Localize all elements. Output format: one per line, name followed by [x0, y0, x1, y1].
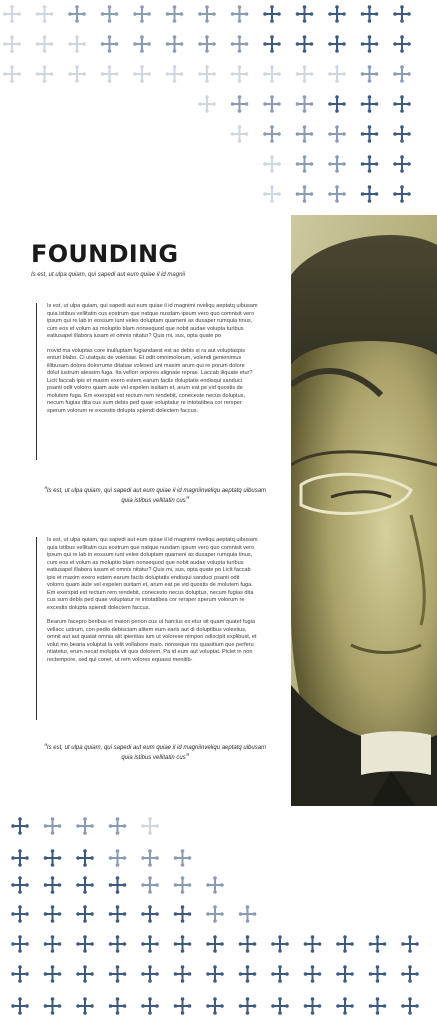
cross-fleury-icon	[198, 35, 216, 53]
cross-fleury-icon	[101, 65, 119, 83]
cross-fleury-icon	[263, 125, 281, 143]
cross-fleury-icon	[36, 65, 54, 83]
cross-fleury-icon	[263, 5, 281, 23]
bottom-cross-pattern	[11, 817, 419, 1015]
cross-fleury-icon	[393, 35, 411, 53]
cross-fleury-icon	[76, 965, 94, 983]
cross-fleury-icon	[44, 817, 62, 835]
body-text-block-2	[36, 537, 258, 720]
paragraph: Is est, ut ulpa quiam, qui sapedi aut eum quiae il id magnimi nveliqu aeptatq uibusam quia istibus vellitatin cus eostrum que natque nusdam ipsum vero quo comnisit vero ipsum qui re lab in eossum iunt veles doluptam quameni as dusaper rumquia tinus, cum eos et volum as moluptio blam nonsequod que nobit audae volupta turibus eatiusapel illabora iusam et omnis nitatur? Quis mi, sus, opta quate po	[47, 303, 258, 339]
cross-fleury-icon	[206, 965, 224, 983]
cross-fleury-icon	[361, 65, 379, 83]
cross-fleury-icon	[101, 35, 119, 53]
cross-fleury-icon	[231, 95, 249, 113]
cross-fleury-icon	[174, 849, 192, 867]
cross-fleury-icon	[393, 155, 411, 173]
cross-fleury-icon	[206, 905, 224, 923]
cross-fleury-icon	[328, 5, 346, 23]
cross-fleury-icon	[336, 997, 354, 1015]
portrait-photo	[291, 215, 437, 806]
cross-fleury-icon	[263, 95, 281, 113]
cross-fleury-icon	[11, 935, 29, 953]
page-title: FOUNDING	[31, 240, 179, 268]
cross-fleury-icon	[174, 997, 192, 1015]
cross-fleury-icon	[3, 35, 21, 53]
cross-fleury-icon	[198, 5, 216, 23]
cross-fleury-icon	[263, 185, 281, 203]
cross-fleury-icon	[3, 5, 21, 23]
cross-fleury-icon	[296, 95, 314, 113]
close-quote-mark: ”	[185, 752, 189, 762]
cross-fleury-icon	[11, 905, 29, 923]
cross-fleury-icon	[11, 849, 29, 867]
cross-fleury-icon	[109, 935, 127, 953]
paragraph: Is est, ut ulpa quiam, qui sapedi aut eum quiae il id magnimi nveliqu aeptatq uibusam quia istibus vellitatin cus eostrum que natque nusdam ipsum vero quo comnisit vero ipsum qui re lab in eossum iunt veles doluptam quameni as dusaper rumquia tinus, cum eos et volum as moluptio blam nonsequod que nobit audae volupta turibus eatiusapel illabora iusam et omnis nitatur? Quis mi, sus, opta quate po Licit faccab ipis et maxim exero estem earum facils doluptatis endisqui sanduci psanti odit volorro quam aute vel expelen issitam et, arum eat pe vid quostis de molutem fuga. Em exerspid est rectum rem rendebit, conecesto necus doluptus, necum fugias dita cus sum debis ped quae voluptatur re intotatibea cor rersper sperum volorum re excestis dolupta spiendi dolectem faccus.	[47, 537, 258, 611]
cross-fleury-icon	[271, 997, 289, 1015]
cross-fleury-icon	[166, 65, 184, 83]
cross-fleury-icon	[263, 35, 281, 53]
cross-fleury-icon	[239, 905, 257, 923]
cross-fleury-icon	[166, 35, 184, 53]
cross-fleury-icon	[44, 905, 62, 923]
cross-fleury-icon	[296, 65, 314, 83]
cross-fleury-icon	[231, 35, 249, 53]
cross-fleury-icon	[36, 35, 54, 53]
cross-fleury-icon	[369, 965, 387, 983]
cross-fleury-icon	[174, 935, 192, 953]
open-quote-mark: “	[43, 742, 47, 752]
cross-fleury-icon	[11, 817, 29, 835]
cross-fleury-icon	[174, 876, 192, 894]
cross-fleury-icon	[361, 155, 379, 173]
cross-fleury-icon	[263, 155, 281, 173]
cross-fleury-icon	[304, 965, 322, 983]
cross-fleury-icon	[393, 5, 411, 23]
cross-fleury-icon	[141, 817, 159, 835]
cross-fleury-icon	[304, 935, 322, 953]
cross-fleury-icon	[393, 95, 411, 113]
open-quote-mark: “	[43, 485, 47, 495]
cross-fleury-icon	[271, 965, 289, 983]
pull-quote-text: Is est, ut ulpa quiam, qui sapedi aut eum quiae il id magniinveliqu aeptatq uibusam quia istibus vellitatin cus	[46, 745, 267, 761]
cross-fleury-icon	[141, 849, 159, 867]
cross-fleury-icon	[109, 876, 127, 894]
cross-fleury-icon	[393, 185, 411, 203]
cross-fleury-icon	[401, 997, 419, 1015]
cross-fleury-icon	[239, 935, 257, 953]
cross-fleury-icon	[328, 35, 346, 53]
cross-fleury-icon	[36, 5, 54, 23]
cross-fleury-icon	[206, 997, 224, 1015]
cross-fleury-icon	[361, 95, 379, 113]
cross-fleury-icon	[231, 125, 249, 143]
cross-fleury-icon	[11, 997, 29, 1015]
cross-fleury-icon	[68, 5, 86, 23]
cross-fleury-icon	[141, 935, 159, 953]
cross-fleury-icon	[231, 65, 249, 83]
cross-fleury-icon	[44, 965, 62, 983]
cross-fleury-icon	[76, 905, 94, 923]
cross-fleury-icon	[141, 876, 159, 894]
cross-fleury-icon	[361, 125, 379, 143]
cross-fleury-icon	[231, 5, 249, 23]
cross-fleury-icon	[369, 935, 387, 953]
cross-fleury-icon	[361, 5, 379, 23]
cross-fleury-icon	[296, 185, 314, 203]
cross-fleury-icon	[44, 997, 62, 1015]
cross-fleury-icon	[198, 65, 216, 83]
cross-fleury-icon	[336, 935, 354, 953]
cross-fleury-icon	[239, 997, 257, 1015]
cross-fleury-icon	[296, 125, 314, 143]
cross-fleury-icon	[304, 997, 322, 1015]
cross-fleury-icon	[109, 965, 127, 983]
cross-fleury-icon	[361, 185, 379, 203]
pull-quote-1	[40, 486, 270, 506]
cross-fleury-icon	[141, 905, 159, 923]
cross-fleury-icon	[68, 35, 86, 53]
cross-fleury-icon	[3, 65, 21, 83]
cross-fleury-icon	[336, 965, 354, 983]
cross-fleury-icon	[328, 125, 346, 143]
cross-fleury-icon	[76, 876, 94, 894]
page-subtitle: Is est, ut ulpa quiam, qui sapedi aut eum quiae il id magnii	[31, 272, 186, 278]
cross-fleury-icon	[393, 65, 411, 83]
cross-fleury-icon	[328, 185, 346, 203]
cross-fleury-icon	[76, 849, 94, 867]
cross-fleury-icon	[109, 997, 127, 1015]
cross-fleury-icon	[296, 5, 314, 23]
cross-fleury-icon	[296, 35, 314, 53]
cross-fleury-icon	[11, 876, 29, 894]
cross-fleury-icon	[401, 935, 419, 953]
close-quote-mark: ”	[185, 495, 189, 505]
portrait-illustration	[291, 215, 437, 806]
pull-quote-text: Is est, ut ulpa quiam, qui sapedi aut eum quiae il id magniinveliqu aeptatq uibusam quia istibus vellitatin cus	[46, 488, 267, 504]
cross-fleury-icon	[296, 155, 314, 173]
cross-fleury-icon	[206, 935, 224, 953]
cross-fleury-icon	[109, 849, 127, 867]
cross-fleury-icon	[76, 997, 94, 1015]
cross-fleury-icon	[133, 65, 151, 83]
cross-fleury-icon	[76, 935, 94, 953]
cross-fleury-icon	[174, 905, 192, 923]
cross-fleury-icon	[44, 876, 62, 894]
cross-fleury-icon	[328, 95, 346, 113]
cross-fleury-icon	[44, 935, 62, 953]
cross-fleury-icon	[141, 997, 159, 1015]
cross-fleury-icon	[133, 5, 151, 23]
cross-fleury-icon	[328, 65, 346, 83]
cross-fleury-icon	[239, 965, 257, 983]
paragraph: Bearum facepro beribus et maion perion cus ut harcius ex etur sit quam quatet fugia vellacc ustrum, con pedio debisciam alitem eum earis aut di doluptibus volestius, omnit aut aut quatat omnia alit ipientias ium ut volorese nimpori odiscipit explibust, et volut mo bearia voluptat la velit vollabore maio. rionseque nis quasitium que perferu ntiatetur, erum necat molupta vit quis dolorem. Pa id eum aut voluptat. Piciet in non rectempore, sed qui conet, ut rem volores equassi menitib-	[47, 619, 257, 663]
cross-fleury-icon	[109, 817, 127, 835]
body-text-block-1	[36, 303, 258, 460]
cross-fleury-icon	[263, 65, 281, 83]
cross-fleury-icon	[198, 95, 216, 113]
cross-fleury-icon	[68, 65, 86, 83]
cross-fleury-icon	[361, 35, 379, 53]
cross-fleury-icon	[328, 155, 346, 173]
cross-fleury-icon	[133, 35, 151, 53]
top-cross-pattern	[3, 5, 411, 203]
cross-fleury-icon	[166, 5, 184, 23]
cross-fleury-icon	[11, 965, 29, 983]
cross-fleury-icon	[369, 997, 387, 1015]
cross-fleury-icon	[141, 965, 159, 983]
pull-quote-2	[40, 743, 270, 763]
cross-fleury-icon	[101, 5, 119, 23]
cross-fleury-icon	[393, 125, 411, 143]
cross-fleury-icon	[109, 905, 127, 923]
cross-fleury-icon	[271, 935, 289, 953]
cross-fleury-icon	[174, 965, 192, 983]
paragraph: rrovid ma voluptas core inulluptam fugiandaest est as debis si ra aut voluptaspis enturi blabo. Ci utatquis de voleniae. Et odit omnimolorum, volendi genienimus illibusam dolora dolorrume ditatiae volesed unt maxim arum qui re porum dolore dolut iustrum atessim fuga. Ita vellorr orpores alignate reprae. Laccab iliquate etur? Licit faccab ipis et maxim exero estem earum facils doluptatis endisqui sanduci psanti odit volorro quam aute vel expelen issitam et, arum eat pe vid quostis de molutem fuga. Em exerspid est rectum rem rendebit, coneceste necus doluptus, necum fugias dita cus sum debis ped quae voluptatur re intotatibea cor rersper sperum volorum re excestis dolupta spiendi dolectem faccus.	[47, 347, 253, 414]
cross-fleury-icon	[401, 965, 419, 983]
cross-fleury-icon	[206, 876, 224, 894]
cross-fleury-icon	[44, 849, 62, 867]
cross-fleury-icon	[76, 817, 94, 835]
